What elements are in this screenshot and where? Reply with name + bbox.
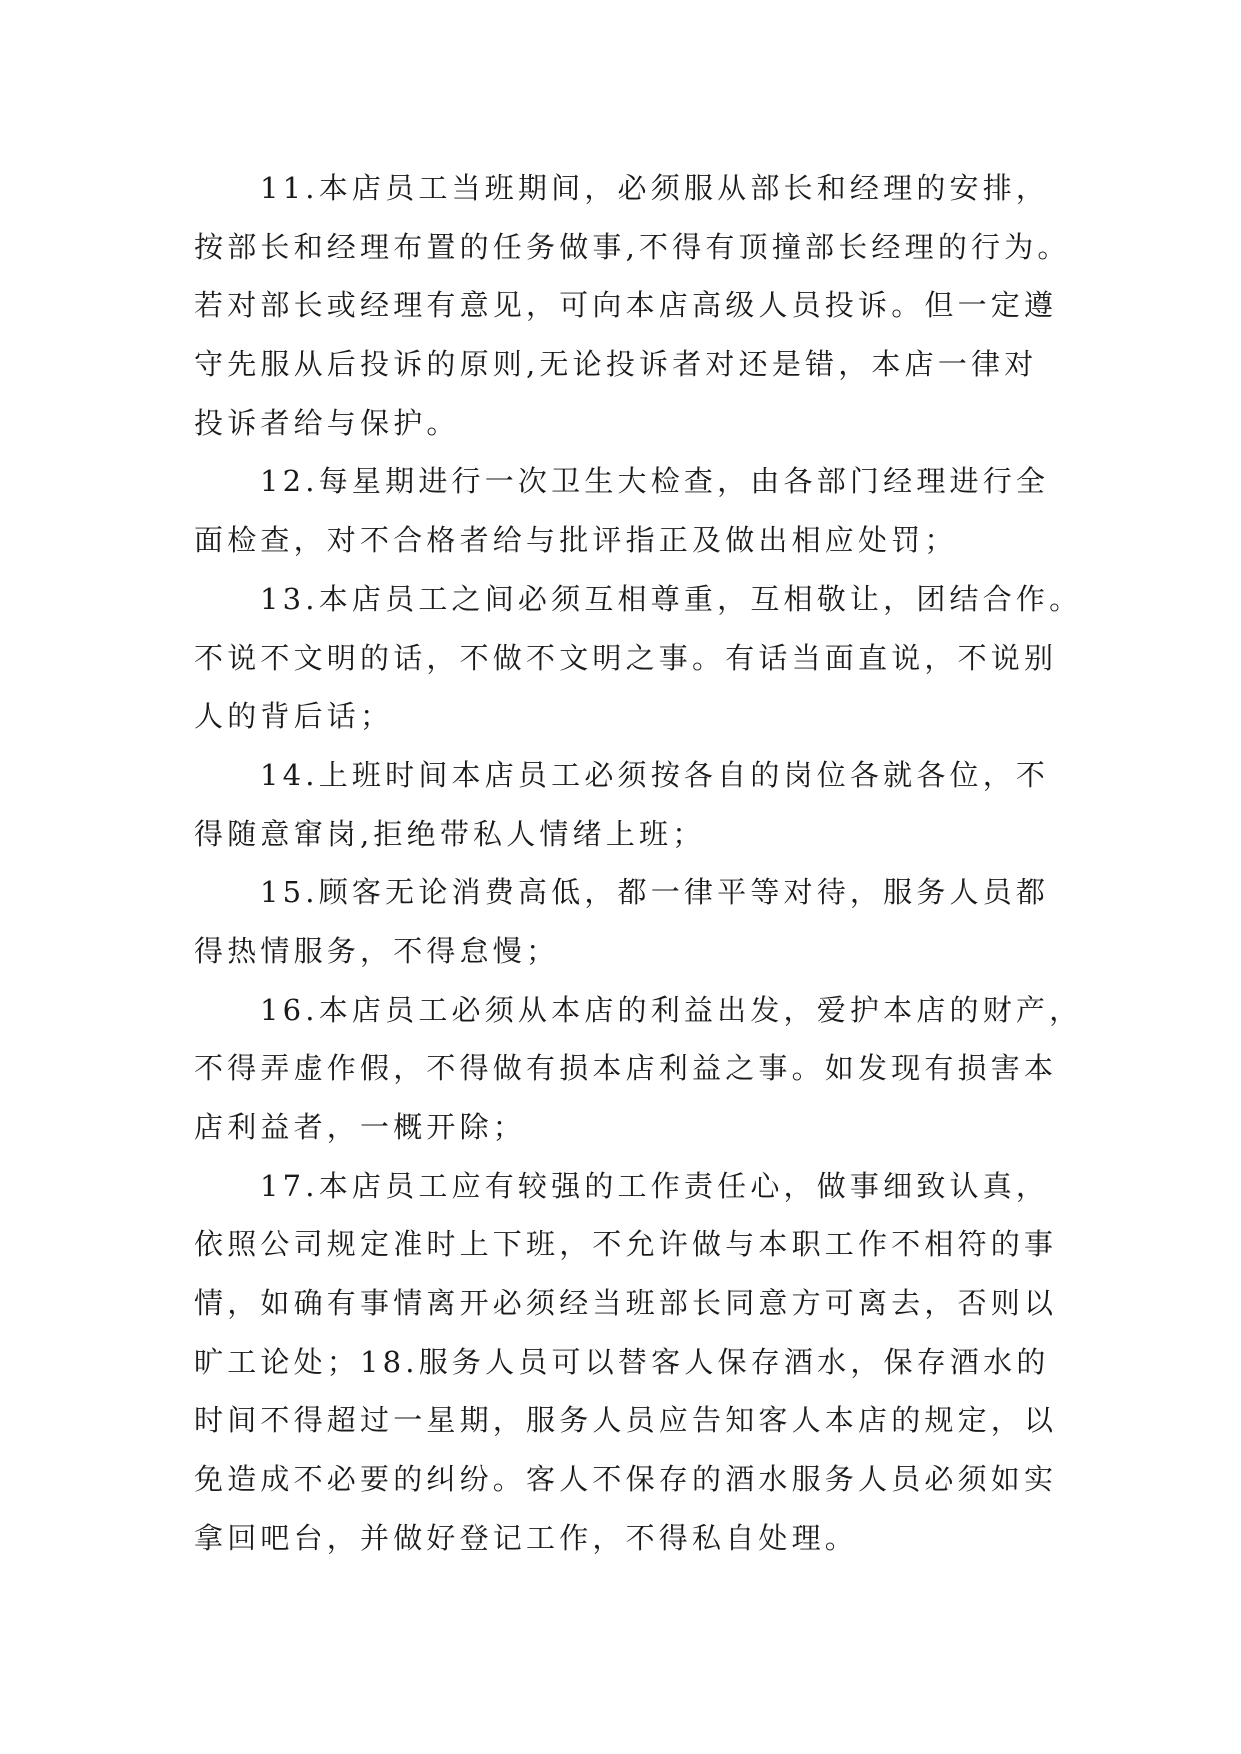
paragraph-rule-11	[194, 159, 1194, 452]
paragraph-rule-12	[194, 452, 1194, 569]
text-line: 按部长和经理布置的任务做事,不得有顶撞部长经理的行为。	[194, 229, 1071, 264]
text-line: 人的背后话；	[194, 699, 394, 734]
paragraph-rule-13	[194, 570, 1194, 746]
paragraph-rule-14	[194, 746, 1194, 863]
paragraph-rule-16	[194, 981, 1194, 1157]
text-line: 拿回吧台，并做好登记工作，不得私自处理。	[194, 1520, 859, 1555]
text-line: 情，如确有事情离开必须经当班部长同意方可离去，否则以	[194, 1286, 1058, 1321]
text-line: 17.本店员工应有较强的工作责任心，做事细致认真，	[260, 1168, 1050, 1203]
text-line: 13.本店员工之间必须互相尊重，互相敬让，团结合作。	[260, 581, 1083, 616]
text-line: 守先服从后投诉的原则,无论投诉者对还是错，本店一律对	[194, 347, 1038, 382]
text-line: 面检查，对不合格者给与批评指正及做出相应处罚；	[194, 523, 958, 558]
text-line: 旷工论处；18.服务人员可以替客人保存酒水，保存酒水的	[194, 1344, 1050, 1379]
paragraph-rule-15	[194, 863, 1194, 980]
text-line: 14.上班时间本店员工必须按各自的岗位各就各位，不	[260, 757, 1050, 792]
text-line: 不得弄虚作假，不得做有损本店利益之事。如发现有损害本	[194, 1051, 1058, 1086]
text-line: 11.本店员工当班期间，必须服从部长和经理的安排，	[260, 171, 1050, 205]
text-line: 投诉者给与保护。	[194, 405, 460, 440]
text-line: 16.本店员工必须从本店的利益出发，爱护本店的财产，	[260, 992, 1083, 1027]
text-line: 12.每星期进行一次卫生大检查，由各部门经理进行全	[260, 464, 1050, 499]
text-line: 免造成不必要的纠纷。客人不保存的酒水服务人员必须如实	[194, 1462, 1058, 1497]
paragraph-rule-17	[194, 1157, 1194, 1568]
text-line: 依照公司规定准时上下班，不允许做与本职工作不相符的事	[194, 1227, 1058, 1262]
text-line: 15.顾客无论消费高低，都一律平等对待，服务人员都	[260, 875, 1050, 910]
text-line: 得随意窜岗,拒绝带私人情绪上班；	[194, 816, 706, 851]
text-line: 店利益者，一概开除；	[194, 1110, 527, 1144]
text-line: 得热情服务，不得怠慢；	[194, 933, 560, 968]
text-line: 时间不得超过一星期，服务人员应告知客人本店的规定，以	[194, 1403, 1058, 1438]
document-body	[194, 159, 1194, 1568]
text-line: 不说不文明的话，不做不文明之事。有话当面直说，不说别	[194, 640, 1058, 675]
text-line: 若对部长或经理有意见，可向本店高级人员投诉。但一定遵	[194, 288, 1058, 323]
